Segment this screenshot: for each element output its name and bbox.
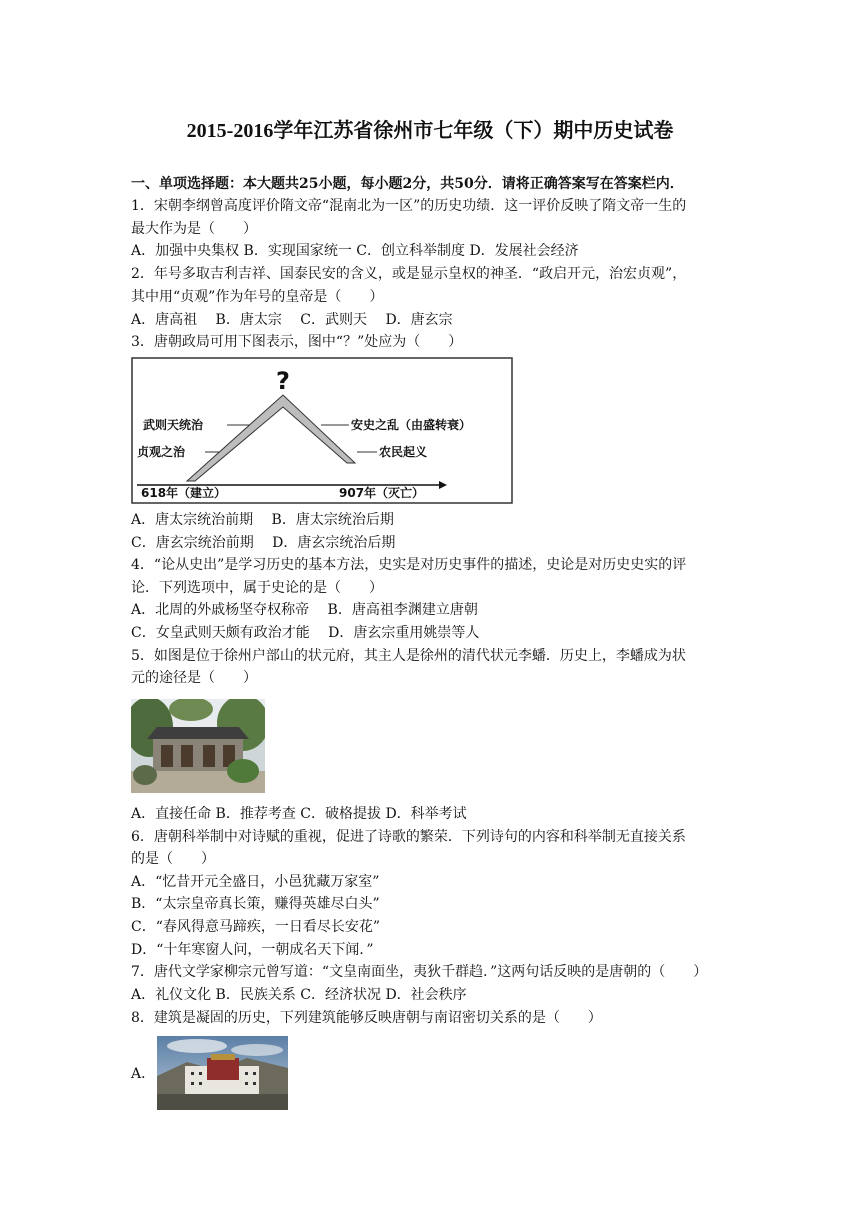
q5-options: A．直接任命 B．推荐考查 C．破格提拔 D．科举考试 bbox=[131, 806, 467, 822]
q3-options-line1: A．唐太宗统治前期 B．唐太宗统治后期 bbox=[131, 512, 394, 528]
q6-option-b: B．“太宗皇帝真长策，赚得英雄尽白头” bbox=[131, 896, 380, 912]
q7-stem: 7．唐代文学家柳宗元曾写道：“文皇南面坐，夷狄千群趋．”这两句话反映的是唐朝的（ ） bbox=[131, 964, 708, 980]
q2-stem-line2: 其中用“贞观”作为年号的皇帝是（ ） bbox=[131, 289, 384, 305]
q3-options-line2: C．唐玄宗统治前期 D．唐玄宗统治后期 bbox=[131, 535, 396, 551]
label-907: 907年（灭亡） bbox=[339, 486, 425, 500]
q4-stem-line2: 论．下列选项中，属于史论的是（ ） bbox=[131, 580, 383, 596]
q6-stem-line2: 的是（ ） bbox=[131, 851, 215, 867]
zhuangyuan-mansion-photo bbox=[131, 699, 265, 793]
q5-stem-line1: 5．如图是位于徐州户部山的状元府，其主人是徐州的清代状元李蟠．历史上，李蟠成为状 bbox=[131, 648, 686, 664]
page-title: 2015-2016学年江苏省徐州市七年级（下）期中历史试卷 bbox=[186, 120, 674, 142]
q6-stem-line1: 6．唐朝科举制中对诗赋的重视，促进了诗歌的繁荣．下列诗句的内容和科举制无直接关系 bbox=[131, 829, 686, 845]
label-nongmin: 农民起义 bbox=[379, 445, 428, 459]
question-mark: ? bbox=[276, 367, 290, 395]
q4-stem-line1: 4．“论从史出”是学习历史的基本方法，史实是对历史事件的描述，史论是对历史史实的评 bbox=[131, 557, 687, 573]
q1-options: A．加强中央集权 B．实现国家统一 C．创立科举制度 D．发展社会经济 bbox=[131, 243, 579, 259]
q4-options-line1: A．北周的外戚杨坚夺权称帝 B．唐高祖李渊建立唐朝 bbox=[131, 602, 478, 618]
q1-stem-line1: 1．宋朝李纲曾高度评价隋文帝“混南北为一区”的历史功绩．这一评价反映了隋文帝一生的 bbox=[131, 198, 687, 214]
q6-option-c: C．“春风得意马蹄疾，一日看尽长安花” bbox=[131, 919, 381, 935]
q7-options: A．礼仪文化 B．民族关系 C．经济状况 D．社会秩序 bbox=[131, 987, 467, 1003]
q3-stem: 3．唐朝政局可用下图表示，图中“？”处应为（ ） bbox=[131, 334, 463, 350]
label-anshi: 安史之乱（由盛转衰） bbox=[351, 418, 472, 432]
q8-stem: 8．建筑是凝固的历史，下列建筑能够反映唐朝与南诏密切关系的是（ ） bbox=[131, 1010, 602, 1026]
tang-dynasty-timeline-diagram bbox=[131, 357, 513, 504]
q8-option-a-label: A． bbox=[131, 1066, 156, 1082]
q2-stem-line1: 2．年号多取吉利吉祥、国泰民安的含义，或是显示皇权的神圣．“政启开元，治宏贞观”， bbox=[131, 266, 687, 282]
q6-option-d: D．“十年寒窗人问，一朝成名天下闻．” bbox=[131, 942, 374, 958]
q2-options: A．唐高祖 B．唐太宗 C．武则天 D．唐玄宗 bbox=[131, 312, 453, 328]
potala-palace-photo bbox=[157, 1036, 288, 1110]
q1-stem-line2: 最大作为是（ ） bbox=[131, 221, 257, 237]
label-zhenguan: 贞观之治 bbox=[137, 445, 186, 459]
q4-options-line2: C．女皇武则天颇有政治才能 D．唐玄宗重用姚崇等人 bbox=[131, 625, 480, 641]
label-wu-zetian: 武则天统治 bbox=[143, 418, 204, 432]
label-618: 618年（建立） bbox=[141, 486, 227, 500]
q6-option-a: A．“忆昔开元全盛日，小邑犹藏万家室” bbox=[131, 874, 380, 890]
section-heading: 一、单项选择题：本大题共25小题，每小题2分，共50分．请将正确答案写在答案栏内． bbox=[131, 176, 684, 192]
q5-stem-line2: 元的途径是（ ） bbox=[131, 670, 257, 686]
